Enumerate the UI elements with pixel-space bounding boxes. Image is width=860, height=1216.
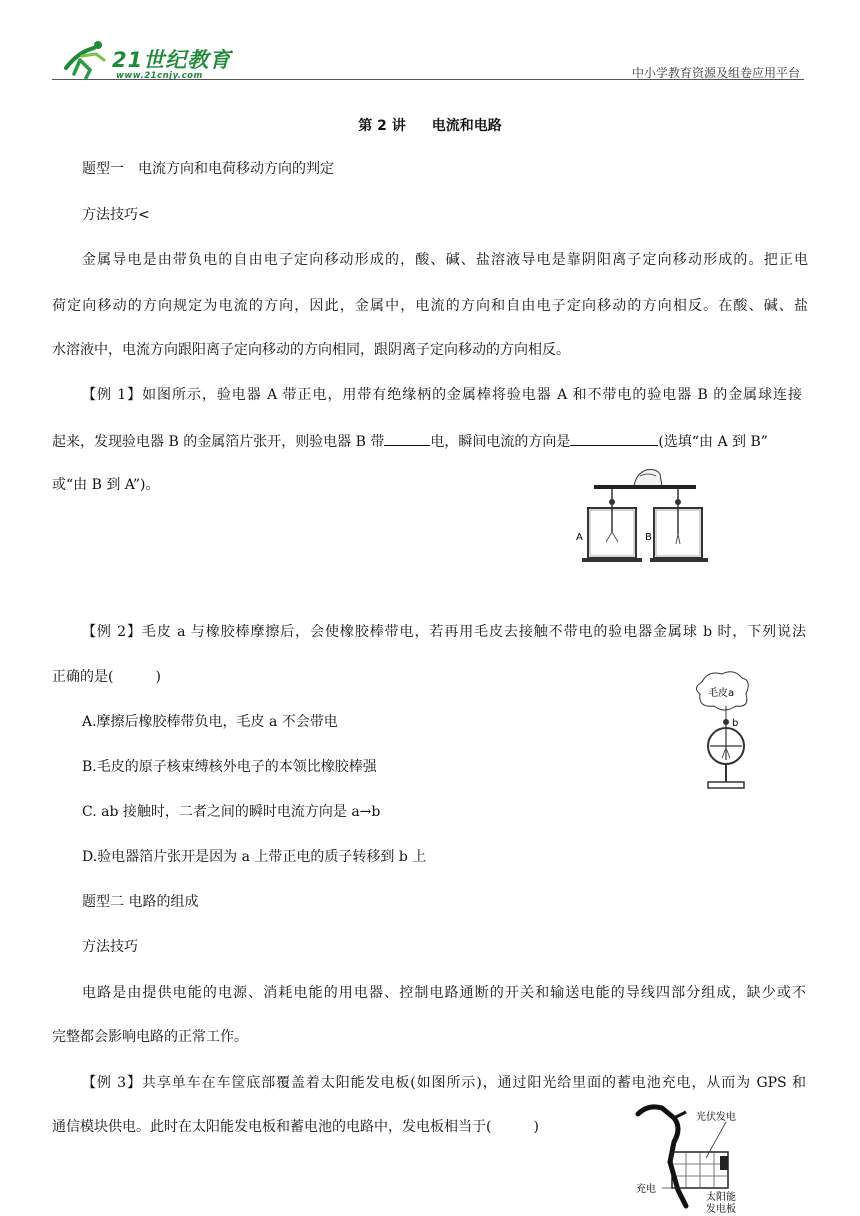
section2-para-line-1: 电路是由提供电能的电源、消耗电能的用电器、控制电路通断的开关和输送电能的导线四部分组成，缺少或不	[82, 985, 806, 1001]
section1-para-line-3: 水溶液中，电流方向跟阳离子定向移动的方向相同，跟阴离子定向移动的方向相反。	[52, 342, 570, 358]
electroscope-icon	[708, 724, 744, 788]
fur-electroscope-figure	[688, 668, 768, 794]
example2-line-2: 正确的是( )	[52, 669, 161, 685]
example2-option-a: A.摩擦后橡胶棒带负电，毛皮 a 不会带电	[82, 714, 338, 730]
section1-heading: 题型一 电流方向和电荷移动方向的判定	[82, 161, 334, 177]
fig-label-fur: 毛皮a	[708, 688, 735, 699]
electroscope-a-icon	[582, 489, 642, 562]
electroscope-b-icon	[650, 489, 708, 562]
electroscope-figure	[574, 466, 710, 568]
page-header	[52, 30, 804, 82]
logo-text: 21世纪教育	[112, 48, 232, 72]
fig-label-solar-1: 太阳能	[706, 1192, 736, 1203]
example1-line-1: 【例 1】如图所示，验电器 A 带正电，用带有绝缘柄的金属棒将验电器 A 和不带电的验电器 B 的金属球连接	[82, 387, 802, 403]
section2-para-line-2: 完整都会影响电路的正常工作。	[52, 1029, 248, 1045]
example2-option-c: C. ab 接触时，二者之间的瞬时电流方向是 a→b	[82, 804, 381, 820]
lecture-topic: 电流和电路	[431, 118, 502, 134]
logo-url: www.21cnjy.com	[116, 71, 203, 81]
answer-blank-charge[interactable]	[384, 431, 430, 446]
answer-blank-current-direction[interactable]	[570, 431, 658, 446]
bike-handlebar-icon	[638, 1107, 686, 1162]
fig-label-charge: 充电	[636, 1184, 656, 1195]
section1-method: 方法技巧<	[82, 207, 150, 223]
section2-method: 方法技巧	[82, 939, 138, 955]
hand-icon	[634, 470, 662, 487]
fig-label-ball-b: b	[732, 718, 739, 729]
example1-text-b: 电，瞬间电流的方向是	[430, 434, 571, 450]
example2-line-1: 【例 2】毛皮 a 与橡胶棒摩擦后，会使橡胶棒带电，若再用毛皮去接触不带电的验电器金属球 b 时，下列说法	[82, 624, 806, 640]
example1-text-c: (选填“由 A 到 B”	[658, 434, 768, 450]
lecture-number: 第 2 讲	[358, 118, 406, 134]
fig-label-b: B	[645, 532, 652, 543]
example2-option-d: D.验电器箔片张开是因为 a 上带正电的质子转移到 b 上	[82, 849, 427, 865]
example1-line-3: 或“由 B 到 A”)。	[52, 477, 160, 493]
section2-heading: 题型二 电路的组成	[82, 894, 199, 910]
example3-line-1: 【例 3】共享单车在车筐底部覆盖着太阳能发电板(如图所示)，通过阳光给里面的蓄电池充电，从而为 GPS 和	[82, 1075, 806, 1091]
page-title	[0, 116, 860, 136]
shared-bike-figure	[634, 1102, 754, 1214]
section1-para-line-1: 金属导电是由带负电的自由电子定向移动形成的，酸、碱、盐溶液导电是靠阴阳离子定向移动形成的。把正电	[82, 252, 808, 268]
example1-text-a: 起来，发现验电器 B 的金属箔片张开，则验电器 B 带	[52, 434, 385, 450]
logo	[60, 38, 280, 80]
platform-name: 中小学教育资源及组卷应用平台	[631, 66, 800, 80]
bike-basket-icon	[672, 1152, 728, 1188]
section1-para-line-2: 荷定向移动的方向规定为电流的方向，因此，金属中，电流的方向和自由电子定向移动的方向相反。在酸、碱、盐	[52, 298, 808, 314]
fig-label-solar-2: 发电板	[706, 1204, 736, 1214]
header-divider	[52, 79, 804, 80]
runner-logo-icon	[60, 38, 110, 80]
example2-option-b: B.毛皮的原子核束缚核外电子的本领比橡胶棒强	[82, 759, 377, 775]
fig-label-pv: 光伏发电	[696, 1112, 736, 1123]
example1-line-2	[52, 431, 768, 452]
example3-line-2: 通信模块供电。此时在太阳能发电板和蓄电池的电路中，发电板相当于( )	[52, 1119, 539, 1135]
fig-label-a: A	[576, 532, 583, 543]
metal-rod-icon	[594, 485, 696, 489]
